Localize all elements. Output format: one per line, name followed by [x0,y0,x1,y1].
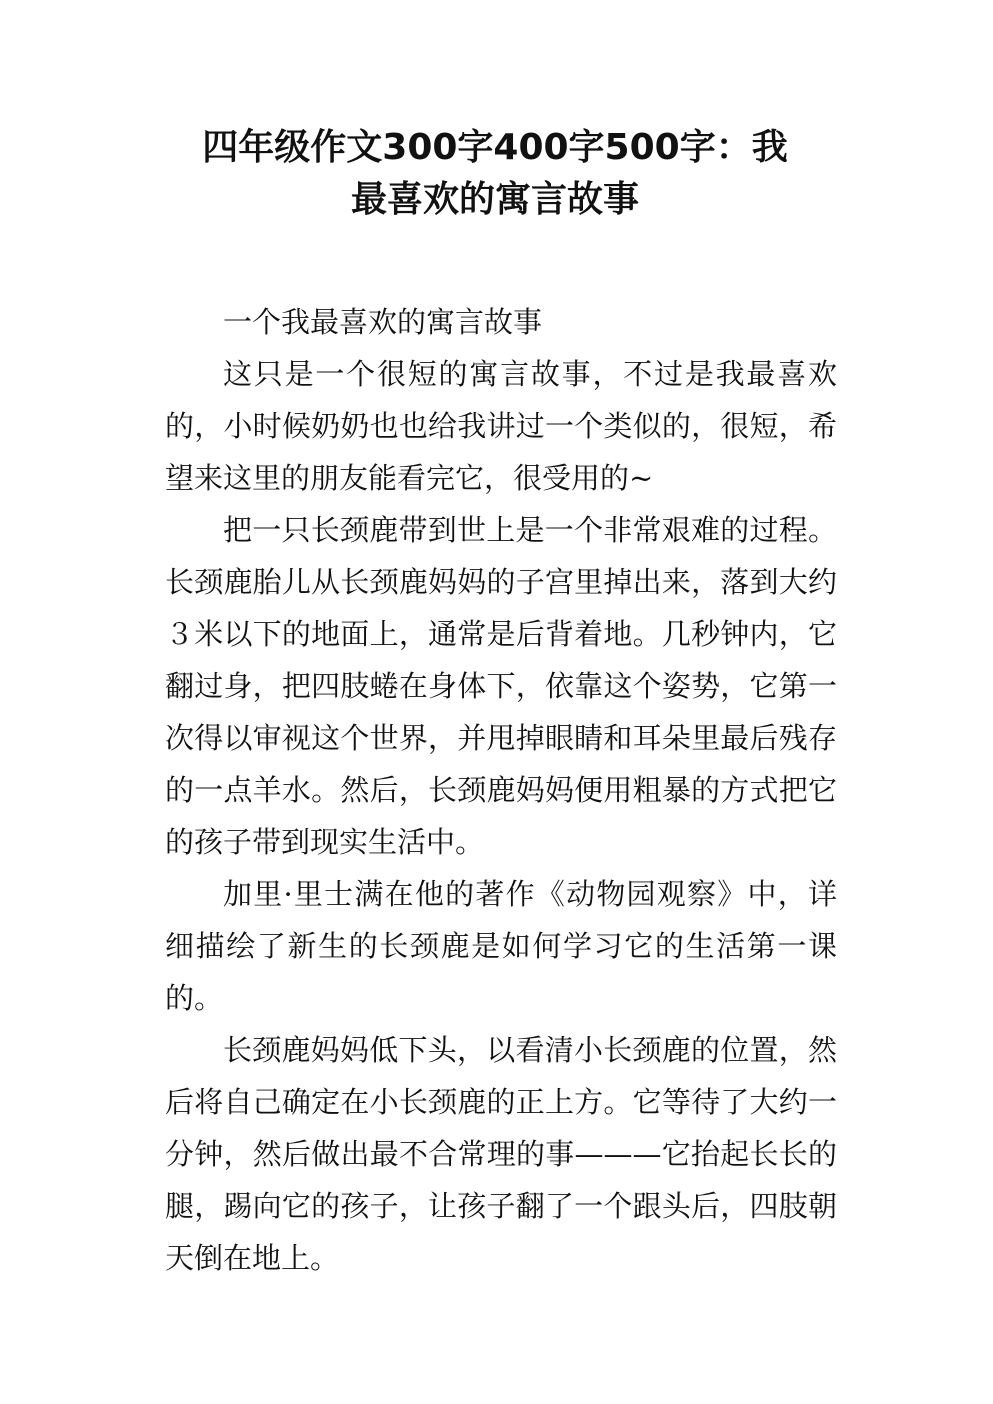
title-line-2: 最喜欢的寓言故事 [350,179,639,220]
title-line-1: 四年级作文300字400字500字：我 [202,127,788,168]
paragraph: 长颈鹿妈妈低下头，以看清小长颈鹿的位置，然后将自己确定在小长颈鹿的正上方。它等待了大约一分钟，然后做出最不合常理的事———它抬起长长的腿，踢向它的孩子，让孩子翻了一个跟头后，四肢朝天倒在地上。 [165,1033,837,1275]
paragraph-heading: 一个我最喜欢的寓言故事 [223,305,543,339]
paragraph: 加里·里士满在他的著作《动物园观察》中，详细描绘了新生的长颈鹿是如何学习它的生活第一课的。 [165,877,837,1015]
paragraph: 这只是一个很短的寓言故事，不过是我最喜欢的，小时候奶奶也也给我讲过一个类似的，很短，希望来这里的朋友能看完它，很受用的~ [165,357,837,495]
paragraph: 把一只长颈鹿带到世上是一个非常艰难的过程。长颈鹿胎儿从长颈鹿妈妈的子宫里掉出来，落到大约３米以下的地面上，通常是后背着地。几秒钟内，它翻过身，把四肢蜷在身体下，依靠这个姿势，它第一次得以审视这个世界，并甩掉眼睛和耳朵里最后残存的一点羊水。然后，长颈鹿妈妈便用粗暴的方式把它的孩子带到现实生活中。 [165,513,837,859]
document-title [150,122,840,226]
document-body [165,296,837,1284]
